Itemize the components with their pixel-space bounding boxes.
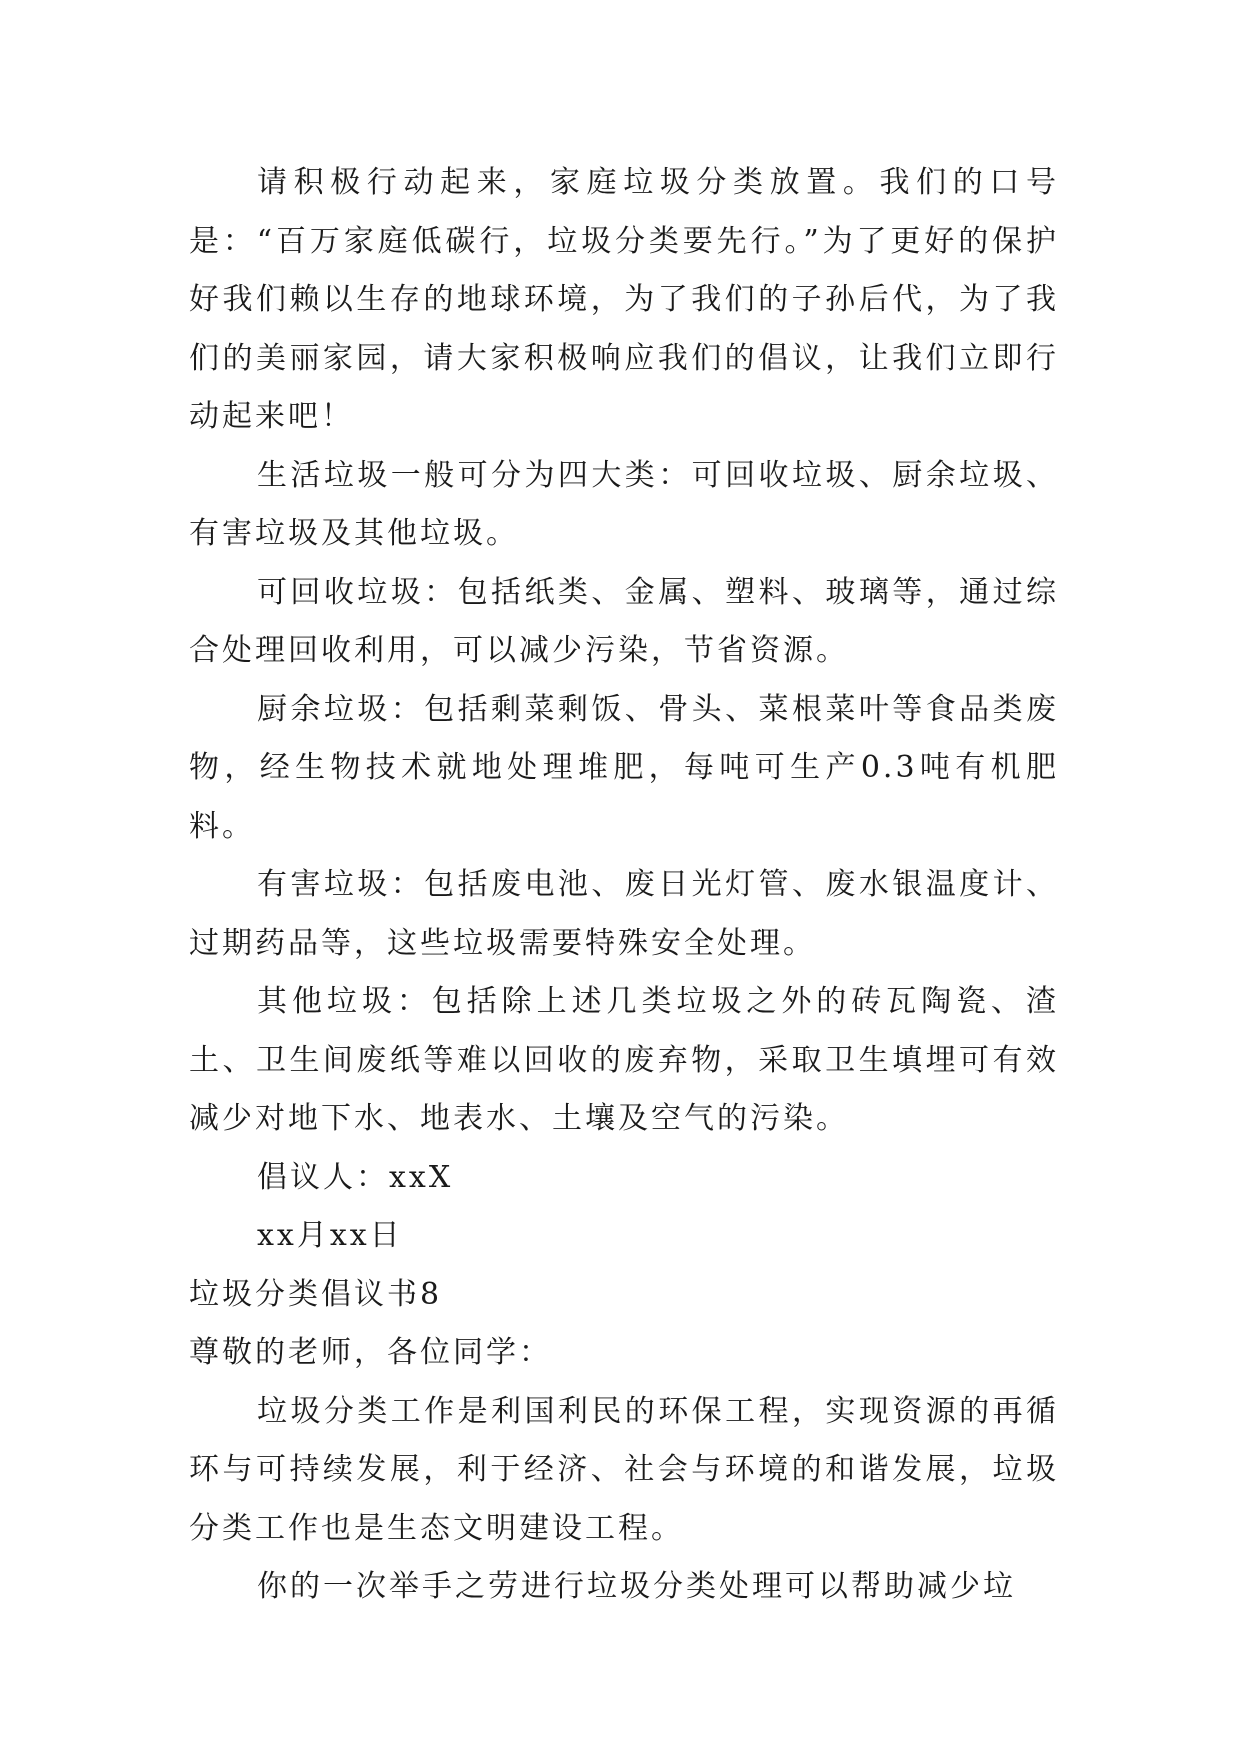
paragraph-kitchen-waste: 厨余垃圾：包括剩菜剩饭、骨头、菜根菜叶等食品类废物，经生物技术就地处理堆肥，每吨可生产0.3吨有机肥料。 (189, 691, 1059, 844)
signature-line: 倡议人：xxX (257, 1159, 454, 1195)
document-body (189, 154, 1059, 1617)
paragraph-categories-intro: 生活垃圾一般可分为四大类：可回收垃圾、厨余垃圾、有害垃圾及其他垃圾。 (189, 457, 1059, 551)
paragraph-significance: 垃圾分类工作是利国利民的环保工程，实现资源的再循环与可持续发展，利于经济、社会与环境的和谐发展，垃圾分类工作也是生态文明建设工程。 (189, 1393, 1059, 1546)
paragraph-hazardous: 有害垃圾：包括废电池、废日光灯管、废水银温度计、过期药品等，这些垃圾需要特殊安全处理。 (189, 867, 1059, 961)
paragraph-effort: 你的一次举手之劳进行垃圾分类处理可以帮助减少垃 (257, 1569, 1016, 1604)
paragraph-recyclable: 可回收垃圾：包括纸类、金属、塑料、玻璃等，通过综合处理回收利用，可以减少污染，节省资源。 (189, 574, 1059, 668)
salutation: 尊敬的老师，各位同学： (189, 1335, 552, 1370)
paragraph-other-waste: 其他垃圾：包括除上述几类垃圾之外的砖瓦陶瓷、渣土、卫生间废纸等难以回收的废弃物，采取卫生填埋可有效减少对地下水、地表水、土壤及空气的污染。 (189, 984, 1059, 1136)
date-line: xx月xx日 (257, 1218, 403, 1253)
section-title: 垃圾分类倡议书8 (189, 1276, 443, 1312)
paragraph-call-to-action: 请积极行动起来，家庭垃圾分类放置。我们的口号是：“百万家庭低碳行，垃圾分类要先行。”为了更好的保护好我们赖以生存的地球环境，为了我们的子孙后代，为了我们的美丽家园，请大家积极响应我们的倡议，让我们立即行动起来吧！ (189, 165, 1059, 434)
